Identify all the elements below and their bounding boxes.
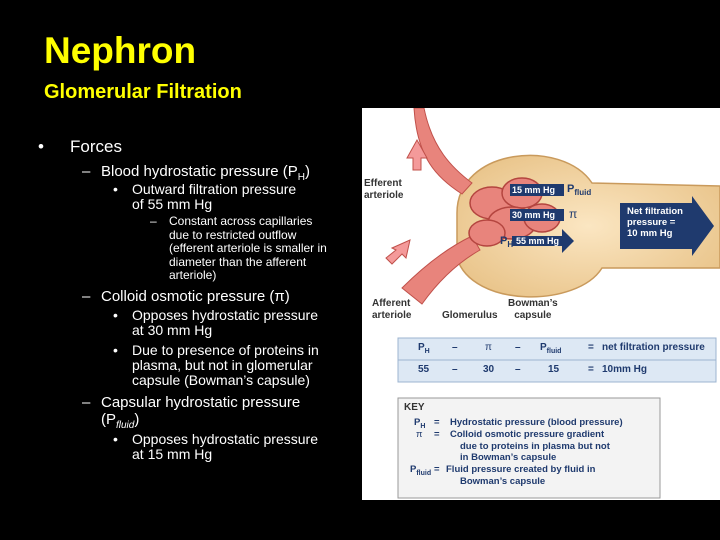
text-line: Due to presence of proteins in xyxy=(132,342,319,358)
text-line: arteriole) xyxy=(169,268,217,282)
bullet-marker: • xyxy=(113,307,118,323)
label-bowmans: Bowman’s capsule xyxy=(508,298,558,321)
value-result: 10mm Hg xyxy=(602,364,648,375)
eq-equals: = xyxy=(588,342,594,353)
afferent-arrow-icon xyxy=(386,240,410,264)
label-glomerulus: Glomerulus xyxy=(442,310,498,321)
label-p15: 15 mm Hg xyxy=(512,185,556,195)
label-p55: 55 mm Hg xyxy=(516,236,560,246)
slide-subtitle: Glomerular Filtration xyxy=(44,81,242,103)
value-30: 30 xyxy=(483,364,495,375)
label-pfluid: $P_{fluid}$ xyxy=(567,183,592,198)
value-minus: – xyxy=(515,364,521,375)
text-line: diameter than the afferent xyxy=(169,254,307,269)
label-pi: π xyxy=(569,207,578,221)
bullet-marker: • xyxy=(113,431,118,447)
label-ph: $P_H$ xyxy=(500,235,514,250)
bullet-opposes-1: Opposes hydrostatic pressure at 30 mm Hg xyxy=(132,307,318,338)
eq-ph: $P_H$ xyxy=(418,342,430,355)
bullet-forces: Forces xyxy=(70,137,122,156)
dash-marker: – xyxy=(82,288,91,305)
text-line: (efferent arteriole is smaller in xyxy=(169,241,327,255)
bullet-marker: • xyxy=(38,137,44,156)
values-row xyxy=(402,364,714,380)
key-ph-row: $P_H$ = Hydrostatic pressure (blood pressure) xyxy=(414,417,623,430)
text-line: capsule (Bowman’s capsule) xyxy=(132,372,310,388)
text-line: Constant across capillaries xyxy=(169,214,313,228)
dash-marker: – xyxy=(82,163,91,180)
bullet-outward: Outward filtration pressure of 55 mm Hg xyxy=(132,181,297,212)
dash-marker: – xyxy=(150,214,157,228)
key-title: KEY xyxy=(404,402,425,413)
dash-marker: – xyxy=(82,394,91,411)
eq-minus: – xyxy=(515,342,521,353)
text-line: due to restricted outflow xyxy=(169,227,297,242)
eq-result: net filtration pressure xyxy=(602,342,705,353)
bullet-due-proteins xyxy=(132,343,319,388)
bullet-colloid: Colloid osmotic pressure (π) xyxy=(101,288,290,305)
slide-title: Nephron xyxy=(44,30,197,71)
key-pfluid-row: $P_{fluid}$ = Fluid pressure created by fluid in Bowman’s capsule xyxy=(410,464,596,487)
key-pi-row: π = Colloid osmotic pressure gradient due to proteins in plasma but not in Bowman’s capsule xyxy=(416,429,610,463)
bullet-capsular: Capsular hydrostatic pressure $(P_{fluid})$ xyxy=(101,394,301,431)
equation-row xyxy=(402,342,714,358)
eq-minus: – xyxy=(452,342,458,353)
net-filtration-label: Net filtration pressure = 10 mm Hg xyxy=(627,206,683,239)
eq-pfluid: $P_{fluid}$ xyxy=(540,342,562,355)
key-entries xyxy=(412,417,652,488)
text-line: plasma, but not in glomerular xyxy=(132,357,313,373)
label-p30: 30 mm Hg xyxy=(512,210,556,220)
label-efferent: Efferent arteriole xyxy=(364,178,404,201)
value-equals: = xyxy=(588,364,594,375)
bullet-constant xyxy=(169,215,327,283)
value-15: 15 xyxy=(548,364,560,375)
bullet-marker: • xyxy=(113,342,118,358)
label-afferent: Afferent arteriole xyxy=(372,298,412,321)
value-55: 55 xyxy=(418,364,430,375)
bullet-marker: • xyxy=(113,181,118,197)
bullet-opposes-2: Opposes hydrostatic pressure at 15 mm Hg xyxy=(132,431,318,462)
eq-pi: π xyxy=(485,342,492,353)
bullet-blood-hydrostatic: Blood hydrostatic pressure $(P_H)$ xyxy=(101,163,310,183)
value-minus: – xyxy=(452,364,458,375)
nephron-figure xyxy=(362,108,720,500)
